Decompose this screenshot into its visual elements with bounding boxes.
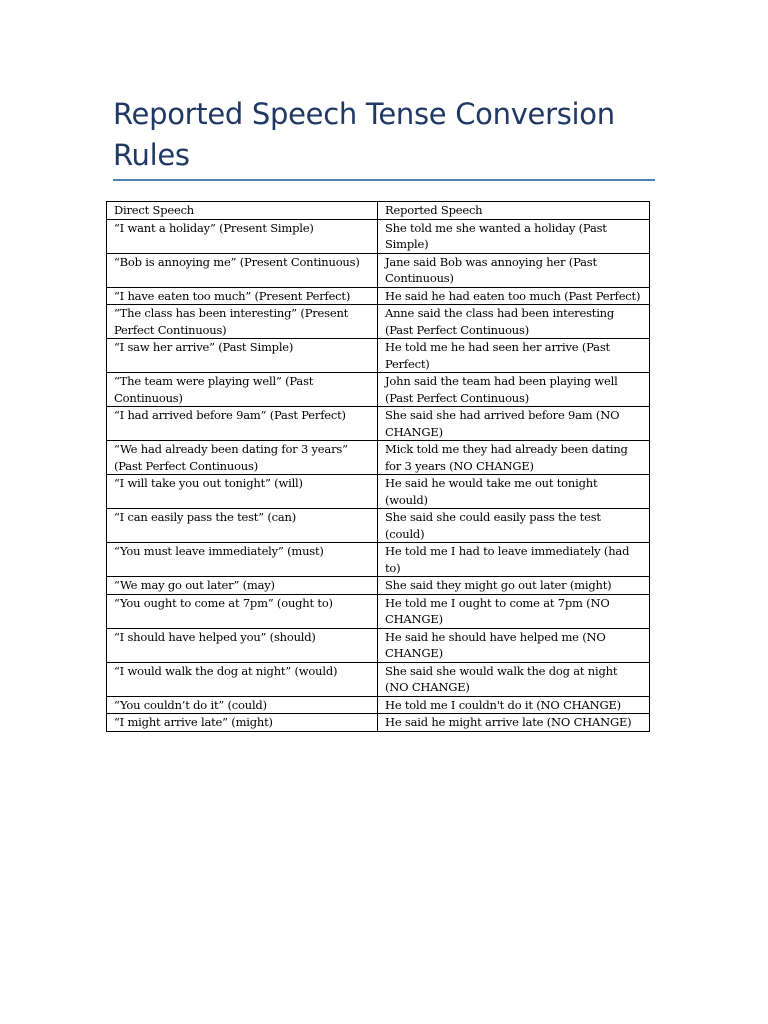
table-header-row (107, 202, 650, 220)
table-row (107, 373, 650, 407)
direct-speech-cell: “I can easily pass the test” (can) (107, 509, 378, 543)
page-title: Reported Speech Tense Conversion Rules (113, 97, 615, 172)
direct-speech-cell: “You must leave immediately” (must) (107, 543, 378, 577)
table-row (107, 577, 650, 595)
reported-speech-cell: She said they might go out later (might) (378, 577, 650, 595)
reported-speech-cell: He told me I had to leave immediately (had to) (378, 543, 650, 577)
reported-speech-cell: He said he would take me out tonight (would) (378, 475, 650, 509)
direct-speech-cell: “I want a holiday” (Present Simple) (107, 219, 378, 253)
direct-speech-cell: “I should have helped you” (should) (107, 628, 378, 662)
reported-speech-cell: He said he had eaten too much (Past Perfect) (378, 287, 650, 305)
reported-speech-cell: He said he might arrive late (NO CHANGE) (378, 714, 650, 732)
direct-speech-cell: “The class has been interesting” (Present Perfect Continuous) (107, 305, 378, 339)
table-row (107, 662, 650, 696)
reported-speech-cell: He told me he had seen her arrive (Past Perfect) (378, 339, 650, 373)
table-row (107, 594, 650, 628)
direct-speech-cell: “We may go out later” (may) (107, 577, 378, 595)
direct-speech-cell: “I have eaten too much” (Present Perfect) (107, 287, 378, 305)
reported-speech-cell: He told me I couldn't do it (NO CHANGE) (378, 696, 650, 714)
title-underline (113, 179, 655, 181)
reported-speech-cell: He said he should have helped me (NO CHANGE) (378, 628, 650, 662)
direct-speech-cell: “Bob is annoying me” (Present Continuous) (107, 253, 378, 287)
direct-speech-cell: “We had already been dating for 3 years” (Past Perfect Continuous) (107, 441, 378, 475)
direct-speech-cell: “I saw her arrive” (Past Simple) (107, 339, 378, 373)
reported-speech-cell: He told me I ought to come at 7pm (NO CHANGE) (378, 594, 650, 628)
table-row (107, 287, 650, 305)
table-row (107, 305, 650, 339)
reported-speech-cell: She said she could easily pass the test (could) (378, 509, 650, 543)
table-row (107, 253, 650, 287)
table-row (107, 696, 650, 714)
table-row (107, 628, 650, 662)
reported-speech-cell: She said she would walk the dog at night (NO CHANGE) (378, 662, 650, 696)
header-reported-speech: Reported Speech (378, 202, 650, 220)
table-row (107, 714, 650, 732)
table-row (107, 407, 650, 441)
direct-speech-cell: “I might arrive late” (might) (107, 714, 378, 732)
table-row (107, 475, 650, 509)
direct-speech-cell: “You ought to come at 7pm” (ought to) (107, 594, 378, 628)
table-row (107, 441, 650, 475)
reported-speech-cell: Anne said the class had been interesting (Past Perfect Continuous) (378, 305, 650, 339)
table-row (107, 509, 650, 543)
direct-speech-cell: “I had arrived before 9am” (Past Perfect) (107, 407, 378, 441)
table-row (107, 543, 650, 577)
tense-conversion-table (106, 201, 650, 732)
direct-speech-cell: “The team were playing well” (Past Continuous) (107, 373, 378, 407)
table-body (107, 202, 650, 732)
reported-speech-cell: Jane said Bob was annoying her (Past Continuous) (378, 253, 650, 287)
reported-speech-cell: She said she had arrived before 9am (NO CHANGE) (378, 407, 650, 441)
direct-speech-cell: “I would walk the dog at night” (would) (107, 662, 378, 696)
reported-speech-cell: John said the team had been playing well (Past Perfect Continuous) (378, 373, 650, 407)
direct-speech-cell: “You couldn’t do it” (could) (107, 696, 378, 714)
reported-speech-cell: Mick told me they had already been dating for 3 years (NO CHANGE) (378, 441, 650, 475)
direct-speech-cell: “I will take you out tonight” (will) (107, 475, 378, 509)
table-row (107, 339, 650, 373)
table-row (107, 219, 650, 253)
reported-speech-cell: She told me she wanted a holiday (Past Simple) (378, 219, 650, 253)
header-direct-speech: Direct Speech (107, 202, 378, 220)
